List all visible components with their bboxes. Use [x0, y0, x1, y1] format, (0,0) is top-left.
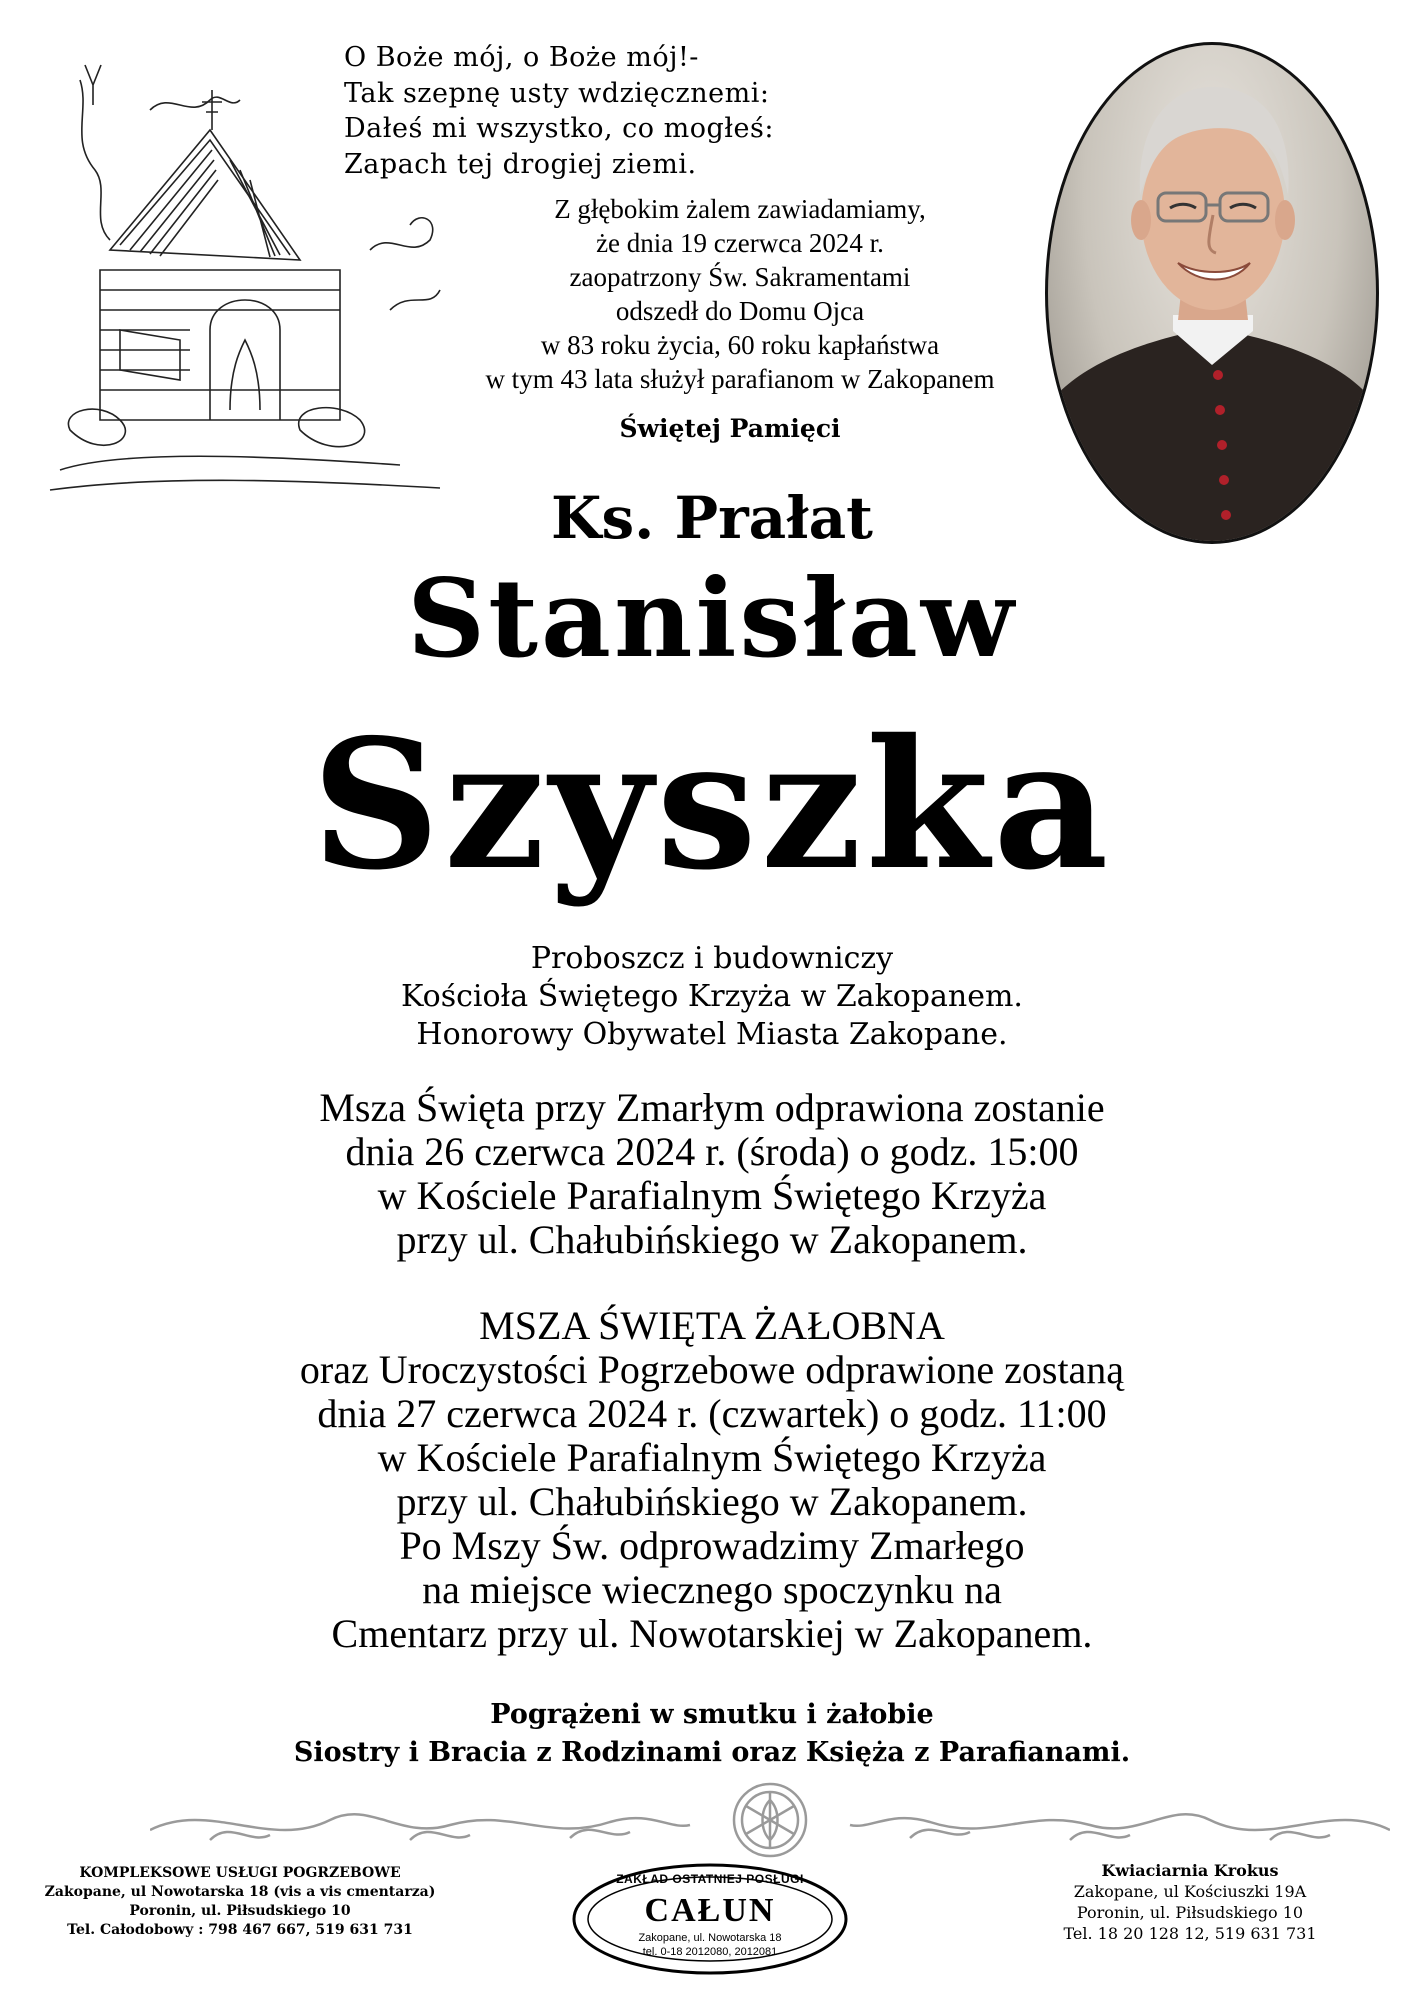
poem-line: Dałeś mi wszystko, co mogłeś:	[344, 113, 774, 144]
mourners-signature	[0, 1696, 1424, 1772]
deceased-title: Ks. Prałat	[551, 484, 873, 552]
mass-line: w Kościele Parafialnym Świętego Krzyża	[377, 1173, 1047, 1218]
funeral-line: Po Mszy Św. odprowadzimy Zmarłego	[399, 1523, 1025, 1568]
death-notice	[440, 192, 1040, 396]
funeral-services-phone: Tel. Całodobowy : 798 467 667, 519 631 731	[67, 1922, 413, 1938]
notice-line: w tym 43 lata służył parafianom w Zakopanem	[485, 364, 995, 394]
florist-phone: Tel. 18 20 128 12, 519 631 731	[1063, 1924, 1317, 1943]
deceased-role	[0, 940, 1424, 1054]
mourners-line: Siostry i Bracia z Rodzinami oraz Księża z Parafianami.	[293, 1737, 1131, 1768]
funeral-line: w Kościele Parafialnym Świętego Krzyża	[377, 1435, 1047, 1480]
florist-heading: Kwiaciarnia Krokus	[1101, 1861, 1279, 1880]
funeral-line: przy ul. Chałubińskiego w Zakopanem.	[396, 1479, 1028, 1524]
logo-name: CAŁUN	[644, 1892, 776, 1929]
floral-ornament-divider	[150, 1780, 1390, 1860]
notice-line: odszedł do Domu Ojca	[615, 296, 865, 326]
notice-line: Z głębokim żalem zawiadamiamy,	[554, 194, 926, 224]
florist-address: Poronin, ul. Piłsudskiego 10	[1076, 1903, 1304, 1922]
deceased-surname: Szyszka	[311, 700, 1113, 909]
poem-verse	[344, 40, 904, 182]
florist-address: Zakopane, ul Kościuszki 19A	[1073, 1882, 1307, 1901]
funeral-line: oraz Uroczystości Pogrzebowe odprawione zostaną	[299, 1347, 1125, 1392]
logo-arc-text: ZAKŁAD OSTATNIEJ POSŁUGI	[616, 1872, 804, 1886]
role-line: Proboszcz i budowniczy	[530, 941, 894, 976]
role-line: Honorowy Obywatel Miasta Zakopane.	[416, 1017, 1008, 1052]
funeral-line: dnia 27 czerwca 2024 r. (czwartek) o godz. 11:00	[317, 1391, 1107, 1436]
deceased-first-name: Stanisław	[407, 556, 1017, 682]
mass-announcement	[0, 1086, 1424, 1262]
poem-line: O Boże mój, o Boże mój!-	[344, 42, 699, 73]
calun-logo	[570, 1860, 850, 1978]
mourners-line: Pogrążeni w smutku i żałobie	[490, 1699, 934, 1730]
funeral-line: na miejsce wiecznego spoczynku na	[422, 1567, 1002, 1612]
logo-address: Zakopane, ul. Nowotarska 18	[638, 1932, 782, 1944]
mass-line: dnia 26 czerwca 2024 r. (środa) o godz. 15:00	[345, 1129, 1079, 1174]
funeral-line: Cmentarz przy ul. Nowotarskiej w Zakopanem.	[331, 1611, 1093, 1656]
funeral-mass-announcement	[0, 1304, 1424, 1656]
funeral-services-address: Poronin, ul. Piłsudskiego 10	[129, 1903, 351, 1919]
notice-line: zaopatrzony Św. Sakramentami	[569, 262, 911, 292]
florist-contact	[980, 1860, 1400, 1944]
funeral-services-address: Zakopane, ul Nowotarska 18 (vis a vis cmentarza)	[44, 1884, 436, 1900]
notice-line: w 83 roku życia, 60 roku kapłaństwa	[540, 330, 940, 360]
portrait-photo	[1045, 42, 1379, 544]
priest-portrait-illustration	[1048, 45, 1376, 541]
mass-line: Msza Święta przy Zmarłym odprawiona zostanie	[319, 1085, 1105, 1130]
notice-memory-heading: Świętej Pamięci	[619, 414, 841, 443]
funeral-line: MSZA ŚWIĘTA ŻAŁOBNA	[479, 1303, 945, 1348]
role-line: Kościoła Świętego Krzyża w Zakopanem.	[401, 979, 1023, 1014]
mass-line: przy ul. Chałubińskiego w Zakopanem.	[396, 1217, 1028, 1262]
notice-line: że dnia 19 czerwca 2024 r.	[596, 228, 884, 258]
funeral-services-heading: KOMPLEKSOWE USŁUGI POGRZEBOWE	[79, 1865, 401, 1881]
logo-phone: tel. 0-18 2012080, 2012081	[642, 1946, 778, 1958]
poem-line: Zapach tej drogiej ziemi.	[344, 148, 697, 180]
funeral-services-contact	[30, 1864, 450, 1940]
poem-line: Tak szepnę usty wdzięcznemi:	[344, 77, 770, 109]
